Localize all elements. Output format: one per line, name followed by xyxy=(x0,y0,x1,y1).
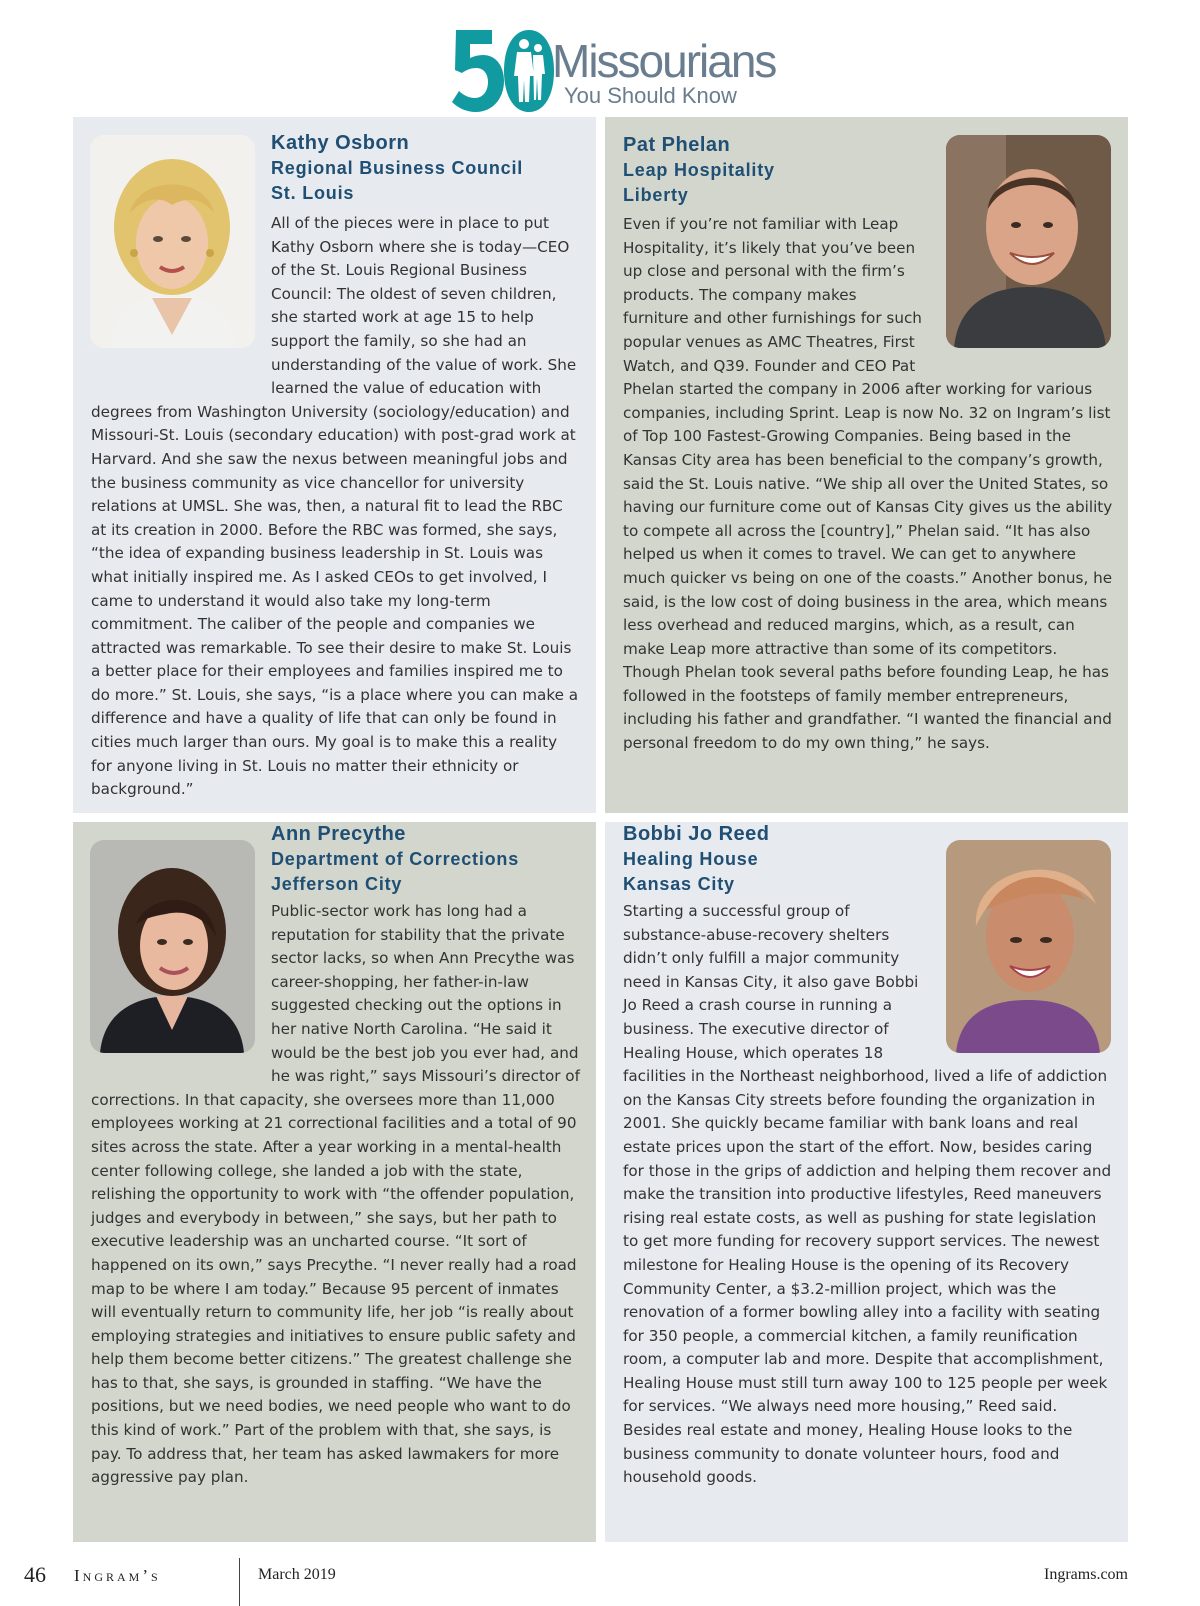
masthead xyxy=(452,30,776,112)
profile-name: Ann Precythe xyxy=(271,823,406,845)
profile-name: Bobbi Jo Reed xyxy=(623,823,770,845)
publication-name: Ingram’s xyxy=(74,1566,161,1585)
profile-card-pat-phelan xyxy=(605,117,1128,813)
footer-divider xyxy=(239,1558,240,1606)
masthead-subtitle: You Should Know xyxy=(564,83,737,108)
profile-name: Kathy Osborn xyxy=(271,132,410,154)
profile-card-kathy-osborn xyxy=(73,117,596,813)
profile-organization: Regional Business Council xyxy=(271,158,524,178)
profile-text: All of the pieces were in place to put Kathy Osborn where she is today—CEO of the St. Louis Regional Business Council: The oldest of seven children, she started work at age 15 to help support the family, so she had an understanding of the value of work. She learned the value of education with degrees from Washington University (sociology/education) and Missouri-St. Louis (secondary education) with post-grad work at Harvard. And she saw the nexus between meaningful jobs and the business community as vice chancellor for university relations at UMSL. She was, then, a natural fit to lead the RBC at its creation in 2000. Before the RBC was formed, she says, “the idea of expanding business leadership in St. Louis was what initially inspired me. As I asked CEOs to get involved, I came to understand it would also take my long-term commitment. The caliber of the people and companies we attracted was remarkable. To see their desire to make St. Louis a better place for their employees and families inspired me to do more.” St. Louis, she says, “is a place where you can make a difference and have a quality of life that can only be found in cities much larger than ours. My goal is to make this a reality for anyone living in St. Louis no matter their ethnicity or background.” xyxy=(91,214,579,799)
profile-text: Starting a successful group of substance-abuse-recovery shelters didn’t only fulfill a major community need in Kansas City, it also gave Bobbi Jo Reed a crash course in running a business. The executive director of Healing House, which operates 18 facilities in the Northeast neighborhood, lived a life of addiction on the Kansas City streets before founding the organization in 2001. She quickly became familiar with bank loans and real estate prices upon the start of the effort. Now, besides caring for those in the grips of addiction and helping them recover and make the transition into productive lifestyles, Reed maneuvers rising real estate costs, as well as pushing for state legislation to get more funding for recovery support services. The newest milestone for Healing House is the opening of its Recovery Community Center, a $3.2-million project, which was the renovation of a former bowling alley into a facility with seating for 350 people, a commercial kitchen, a family reunification room, a computer lab and more. Despite that accomplishment, Healing House must still turn away 100 to 125 people per week for services. “We always need more housing,” Reed said. Besides real estate and money, Healing House looks to the business community to donate volunteer hours, food and household goods. xyxy=(623,902,1112,1487)
profile-body xyxy=(623,117,1114,756)
profile-text: Even if you’re not familiar with Leap Hospitality, it’s likely that you’ve been up close and personal with the firm’s products. The company makes furniture and other furnishings for such popular venues as AMC Theatres, First Watch, and Q39. Founder and CEO Pat Phelan started the company in 2006 after working for various companies, including Sprint. Leap is now No. 32 on Ingram’s list of Top 100 Fastest-Growing Companies. Being based in the Kansas City area has been beneficial to the company’s growth, said the St. Louis native. “We ship all over the United States, so having our furniture come out of Kansas City gives us the ability to compete all across the [country],” Phelan said. “It has also helped us when it comes to travel. We can get to anywhere much quicker vs being on one of the coasts.” Another bonus, he said, is the low cost of doing business in the area, which means less overhead and reduced margins, which, as a result, can make Leap more attractive than some of its competitors. Though Phelan took several paths before founding Leap, he has followed in the footsteps of family member entrepreneurs, including his father and grandfather. “I wanted the financial and personal freedom to do my own thing,” he says. xyxy=(623,215,1113,753)
website-link[interactable]: Ingrams.com xyxy=(1044,1566,1128,1583)
page-footer xyxy=(0,1558,1200,1606)
profile-organization: Department of Corrections xyxy=(271,849,520,869)
profile-city: Liberty xyxy=(623,185,689,205)
profile-text: Public-sector work has long had a reputation for stability that the private sector lacks, so when Ann Precythe was career-shopping, her father-in-law suggested checking out the options in her native North Carolina. “He said it would be the best job you ever had, and he was right,” says Missouri’s director of corrections. In that capacity, she oversees more than 11,000 employees working at 21 correctional facilities and a total of 90 sites across the state. After a year working in a mental-health center following college, she landed a job with the state, relishing the opportunity to work with “the offender population, judges and everybody in between,” she says, but her path to executive leadership was an uncharted course. “It sort of happened on its own,” says Precythe. “I never really had a road map to be where I am today.” Because 95 percent of inmates will eventually return to community life, her job “is really about employing strategies and initiatives to ensure public safety and help them become better citizens.” The greatest challenge she has to that, she says, is grounded in staffing. “We have the positions, but we need bodies, we need people who want to do this kind of work.” Part of the problem with that, she says, is pay. To address that, her team has asked lawmakers for more aggressive pay plan. xyxy=(91,902,580,1487)
issue-date: March 2019 xyxy=(258,1566,336,1583)
profile-organization: Leap Hospitality xyxy=(623,160,775,180)
profile-name: Pat Phelan xyxy=(623,134,731,156)
profile-city: St. Louis xyxy=(271,183,355,203)
profile-card-ann-precythe xyxy=(73,822,596,1542)
masthead-title: Missourians xyxy=(552,35,776,87)
profile-body xyxy=(623,822,1114,1490)
profile-body xyxy=(91,822,582,1490)
profile-city: Kansas City xyxy=(623,874,735,894)
profile-card-bobbi-jo-reed xyxy=(605,822,1128,1542)
profile-body xyxy=(91,117,582,802)
fifty-logo-icon xyxy=(452,30,554,112)
profile-organization: Healing House xyxy=(623,849,759,869)
profile-city: Jefferson City xyxy=(271,874,403,894)
page-number: 46 xyxy=(24,1562,46,1587)
